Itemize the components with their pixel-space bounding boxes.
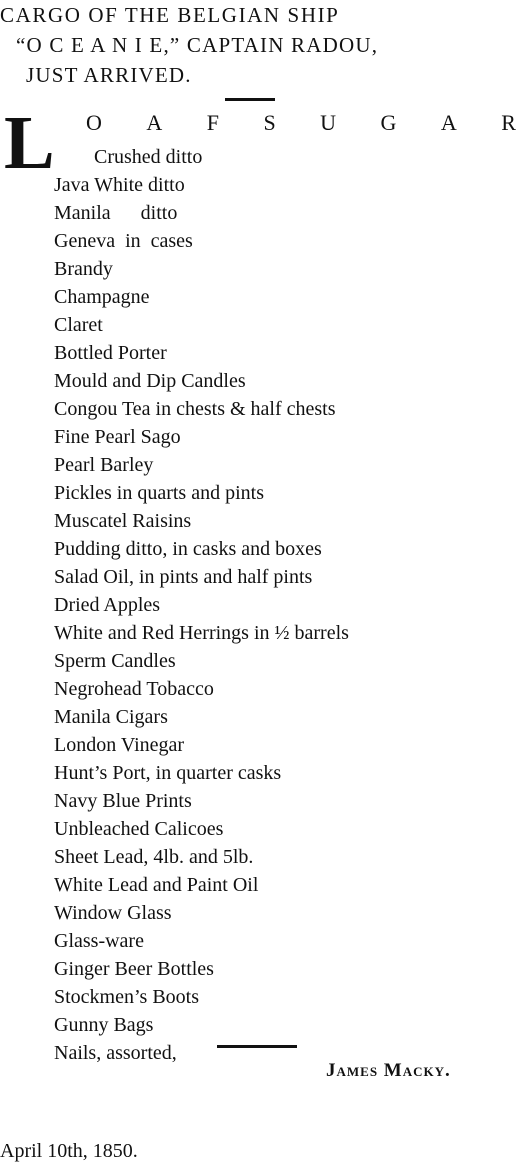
title-letter: A — [146, 110, 163, 135]
cargo-item: Pearl Barley — [54, 454, 154, 476]
cargo-item: Congou Tea in chests & half chests — [54, 398, 336, 420]
cargo-item: Nails, assorted, — [54, 1042, 177, 1064]
cargo-item: Pickles in quarts and pints — [54, 482, 264, 504]
cargo-item: Negrohead Tobacco — [54, 678, 214, 700]
cargo-item: Claret — [54, 314, 103, 336]
title-letter: S — [263, 110, 276, 135]
header-line-1: CARGO OF THE BELGIAN SHIP — [0, 3, 340, 27]
cargo-item: Java White ditto — [54, 174, 185, 196]
cargo-item: Gunny Bags — [54, 1014, 154, 1036]
cargo-item: Champagne — [54, 286, 150, 308]
cargo-item: Manila Cigars — [54, 706, 168, 728]
cargo-item: Pudding ditto, in casks and boxes — [54, 538, 322, 560]
top-divider — [225, 98, 275, 101]
title-letter: R — [501, 110, 516, 135]
cargo-item: Muscatel Raisins — [54, 510, 192, 532]
title-letter: G — [380, 110, 397, 135]
advertisement-header — [0, 0, 513, 90]
cargo-item: Bottled Porter — [54, 342, 167, 364]
header-line-2: “O C E A N I E,” CAPTAIN RADOU, — [16, 33, 379, 57]
cargo-item: Ginger Beer Bottles — [54, 958, 214, 980]
cargo-item: Stockmen’s Boots — [54, 986, 200, 1008]
advertisement-date: April 10th, 1850. — [0, 1140, 138, 1162]
cargo-item: Sperm Candles — [54, 650, 176, 672]
cargo-item: Unbleached Calicoes — [54, 818, 224, 840]
title-letter: U — [320, 110, 337, 135]
title-letter: F — [206, 110, 219, 135]
merchant-signature: James Macky. — [326, 1060, 451, 1081]
cargo-item: Geneva in cases — [54, 230, 193, 252]
cargo-list — [0, 143, 513, 1067]
cargo-item: Salad Oil, in pints and half pints — [54, 566, 313, 588]
cargo-item: Hunt’s Port, in quarter casks — [54, 762, 282, 784]
drop-cap: L — [4, 101, 55, 185]
cargo-item: White Lead and Paint Oil — [54, 874, 259, 896]
cargo-item: Fine Pearl Sago — [54, 426, 181, 448]
title-letter: A — [440, 110, 457, 135]
cargo-item: Glass-ware — [54, 930, 144, 952]
cargo-item: Manila ditto — [54, 202, 178, 224]
cargo-item: Mould and Dip Candles — [54, 370, 246, 392]
cargo-item: Navy Blue Prints — [54, 790, 192, 812]
bottom-divider — [217, 1045, 297, 1048]
cargo-item: Sheet Lead, 4lb. and 5lb. — [54, 846, 254, 868]
header-line-3: JUST ARRIVED. — [26, 63, 192, 87]
cargo-item: Dried Apples — [54, 594, 161, 616]
loaf-sugar-title — [86, 110, 516, 136]
title-letter: O — [86, 110, 102, 135]
cargo-item: Brandy — [54, 258, 113, 280]
cargo-item: White and Red Herrings in ½ barrels — [54, 622, 349, 644]
cargo-item: Crushed ditto — [94, 146, 203, 168]
cargo-item: London Vinegar — [54, 734, 185, 756]
cargo-item: Window Glass — [54, 902, 172, 924]
